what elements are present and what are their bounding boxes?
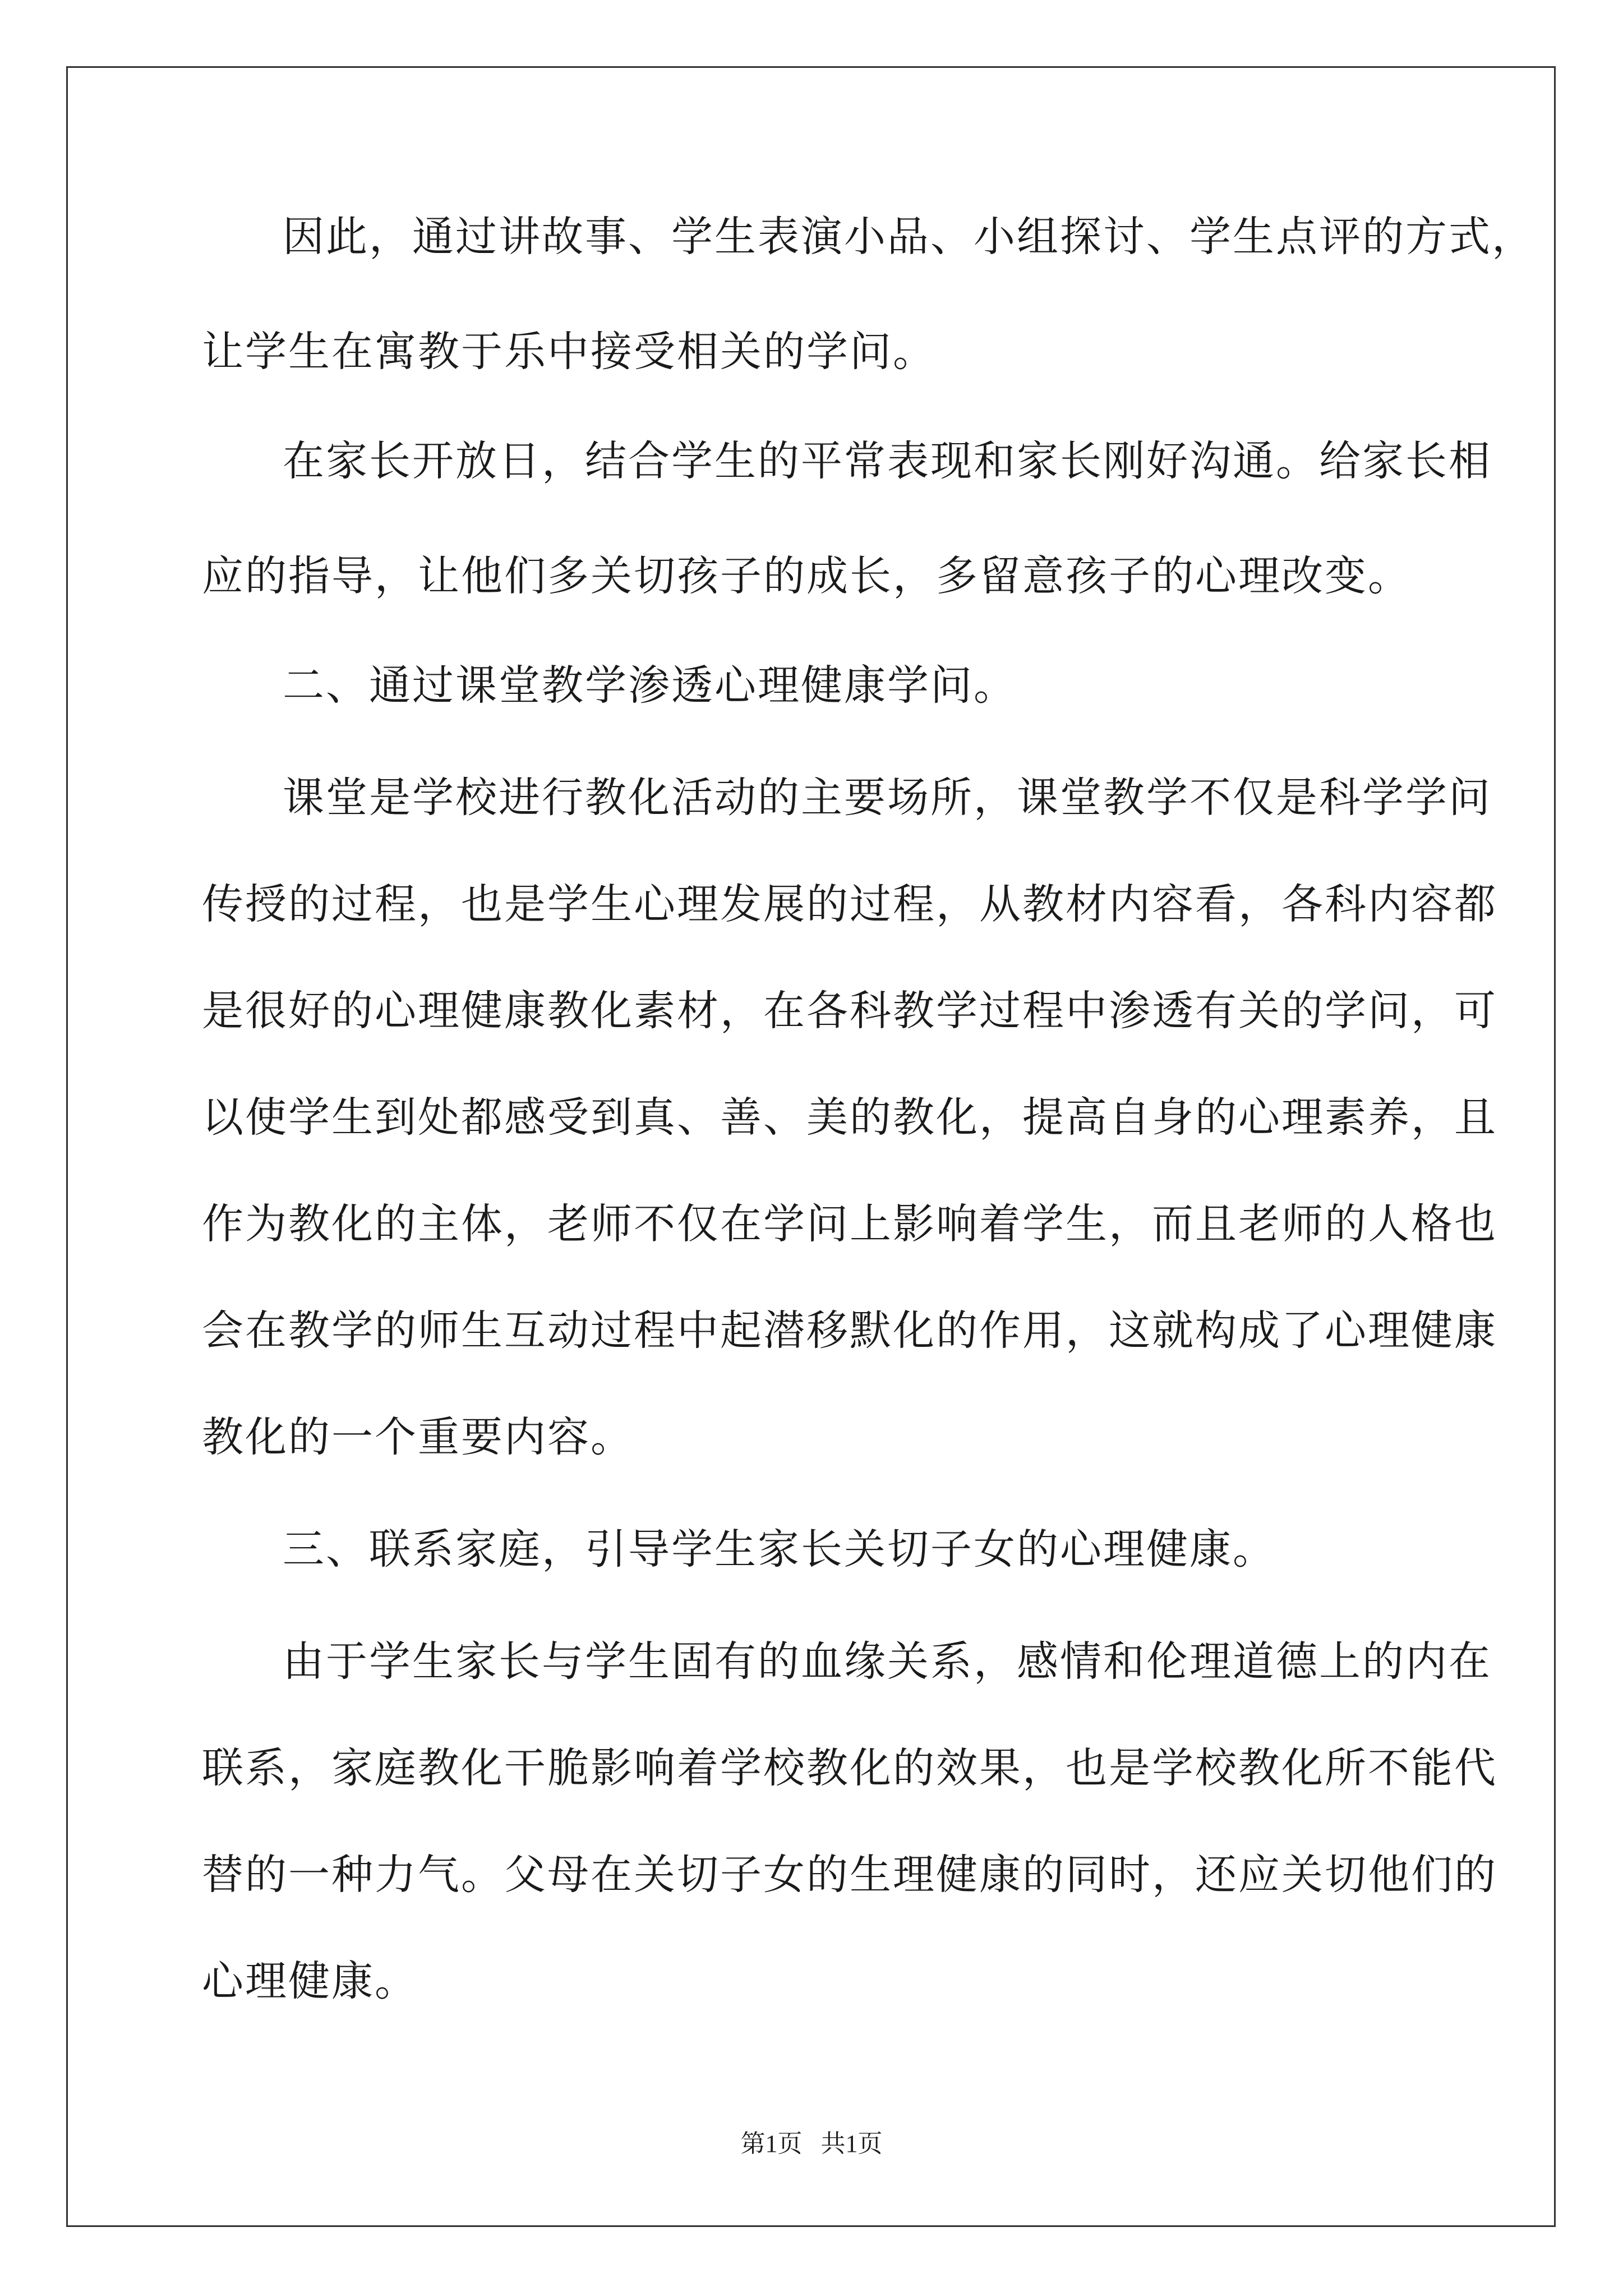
paragraph-3-line-2: 传授的过程，也是学生心理发展的过程，从教材内容看，各科内容都 <box>202 880 1497 928</box>
paragraph-3-line-4: 以使学生到处都感受到真、善、美的教化，提高自身的心理素养，且 <box>202 1093 1497 1142</box>
paragraph-1-line-2: 让学生在寓教于乐中接受相关的学问。 <box>202 328 936 376</box>
paragraph-3-line-3: 是很好的心理健康教化素材，在各科教学过程中渗透有关的学问，可 <box>202 987 1497 1035</box>
paragraph-4-line-2: 联系，家庭教化干脆影响着学校教化的效果，也是学校教化所不能代 <box>202 1744 1497 1792</box>
paragraph-1-line-1: 因此，通过讲故事、学生表演小品、小组探讨、学生点评的方式， <box>283 213 1535 261</box>
paragraph-4-line-3: 替的一种力气。父母在关切子女的生理健康的同时，还应关切他们的 <box>202 1851 1497 1899</box>
heading-section-3: 三、联系家庭，引导学生家长关切子女的心理健康。 <box>283 1525 1276 1573</box>
paragraph-2-line-2: 应的指导，让他们多关切孩子的成长，多留意孩子的心理改变。 <box>202 552 1411 600</box>
paragraph-3-line-7: 教化的一个重要内容。 <box>202 1413 634 1461</box>
paragraph-3-line-5: 作为教化的主体，老师不仅在学问上影响着学生，而且老师的人格也 <box>202 1200 1497 1248</box>
page-number-footer: 第1页 共1页 <box>740 2130 883 2157</box>
paragraph-4-line-1: 由于学生家长与学生固有的血缘关系，感情和伦理道德上的内在 <box>283 1637 1492 1686</box>
paragraph-3-line-6: 会在教学的师生互动过程中起潜移默化的作用，这就构成了心理健康 <box>202 1306 1497 1355</box>
paragraph-3-line-1: 课堂是学校进行教化活动的主要场所，课堂教学不仅是科学学问 <box>283 774 1492 822</box>
paragraph-2-line-1: 在家长开放日，结合学生的平常表现和家长刚好沟通。给家长相 <box>283 437 1492 485</box>
paragraph-4-line-4: 心理健康。 <box>202 1957 418 2005</box>
heading-section-2: 二、通过课堂教学渗透心理健康学问。 <box>283 661 1017 710</box>
page-border <box>66 66 1556 2227</box>
